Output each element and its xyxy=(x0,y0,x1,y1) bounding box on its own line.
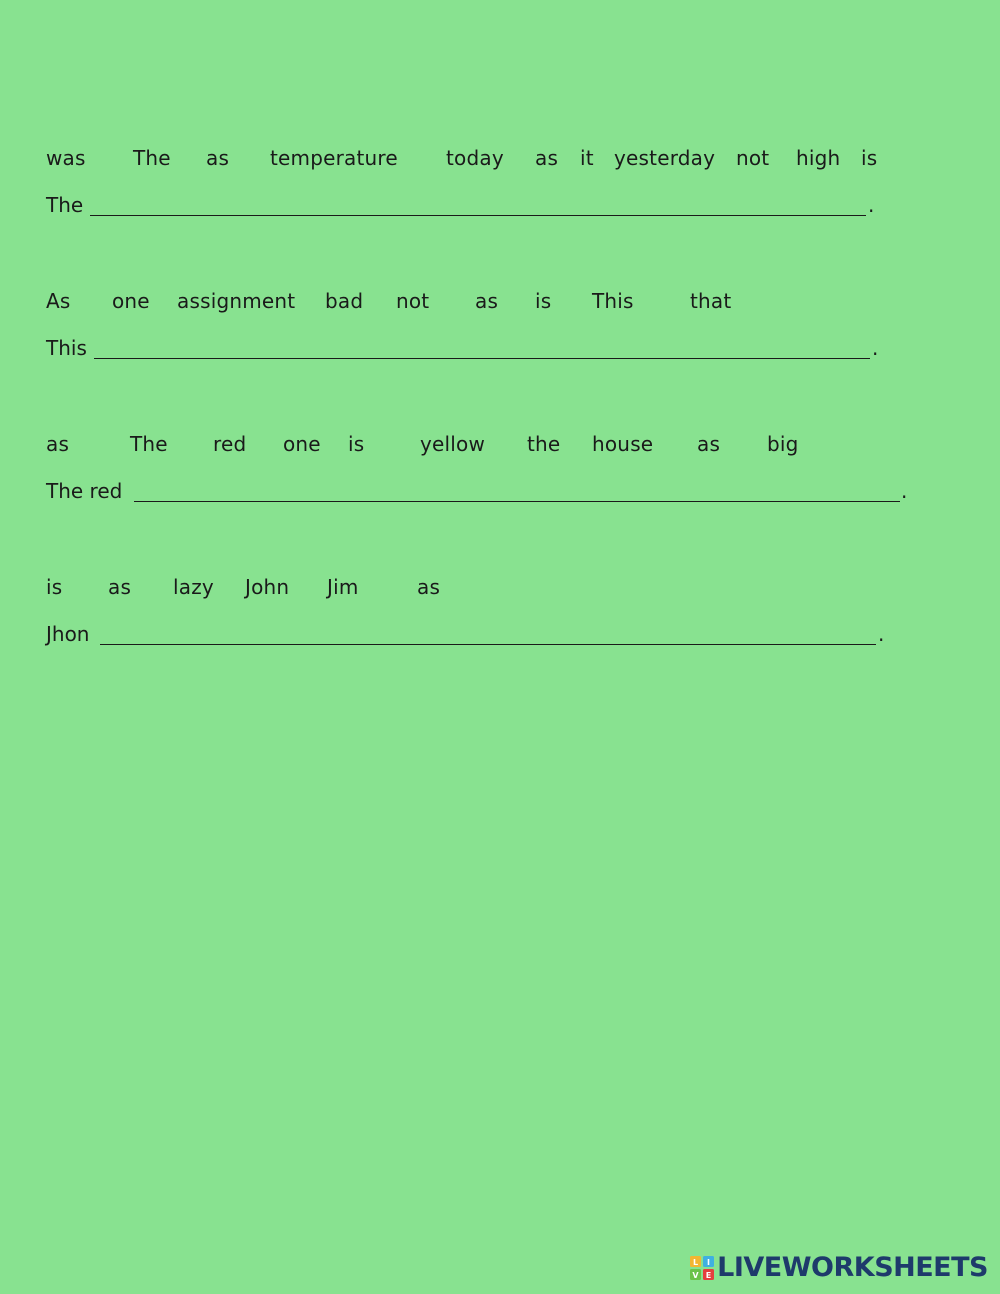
word-tile: not xyxy=(396,289,430,313)
exercise-2 xyxy=(46,288,926,368)
word-bank xyxy=(46,288,926,318)
sentence-period: . xyxy=(878,622,885,646)
word-tile: as xyxy=(108,575,132,599)
exercise-4 xyxy=(46,574,926,654)
word-tile: is xyxy=(535,289,552,313)
answer-row xyxy=(46,621,926,651)
word-tile: Jim xyxy=(327,575,359,599)
word-tile: it xyxy=(580,146,594,170)
sentence-period: . xyxy=(868,193,875,217)
answer-input[interactable] xyxy=(100,621,876,645)
word-tile: red xyxy=(213,432,247,456)
word-tile: house xyxy=(592,432,654,456)
answer-row xyxy=(46,192,926,222)
word-tile: as xyxy=(697,432,721,456)
word-tile: today xyxy=(446,146,504,170)
word-tile: This xyxy=(592,289,634,313)
svg-text:L: L xyxy=(693,1258,699,1267)
word-tile: as xyxy=(475,289,499,313)
sentence-prefix: This xyxy=(46,336,87,360)
liveworksheets-logo-icon xyxy=(690,1256,714,1280)
liveworksheets-brand xyxy=(690,1254,988,1282)
sentence-period: . xyxy=(872,336,879,360)
sentence-prefix: Jhon xyxy=(46,622,90,646)
sentence-prefix: The red xyxy=(46,479,123,503)
exercise-1 xyxy=(46,145,926,225)
word-tile: as xyxy=(535,146,559,170)
word-bank xyxy=(46,574,926,604)
answer-input[interactable] xyxy=(134,478,900,502)
word-tile: the xyxy=(527,432,561,456)
word-bank xyxy=(46,431,926,461)
svg-text:I: I xyxy=(707,1258,711,1267)
word-tile: that xyxy=(690,289,732,313)
word-tile: one xyxy=(112,289,150,313)
svg-text:V: V xyxy=(692,1271,699,1280)
word-tile: temperature xyxy=(270,146,398,170)
word-tile: not xyxy=(736,146,770,170)
word-tile: The xyxy=(130,432,168,456)
word-tile: is xyxy=(46,575,63,599)
answer-row xyxy=(46,335,926,365)
word-tile: one xyxy=(283,432,321,456)
word-tile: The xyxy=(133,146,171,170)
word-tile: is xyxy=(861,146,878,170)
word-tile: was xyxy=(46,146,86,170)
word-tile: As xyxy=(46,289,71,313)
word-tile: assignment xyxy=(177,289,296,313)
answer-input[interactable] xyxy=(90,192,866,216)
word-tile: high xyxy=(796,146,841,170)
word-tile: John xyxy=(245,575,290,599)
word-bank xyxy=(46,145,926,175)
word-tile: as xyxy=(46,432,70,456)
sentence-prefix: The xyxy=(46,193,84,217)
sentence-period: . xyxy=(901,479,908,503)
word-tile: big xyxy=(767,432,799,456)
word-tile: is xyxy=(348,432,365,456)
word-tile: yellow xyxy=(420,432,486,456)
word-tile: lazy xyxy=(173,575,214,599)
word-tile: bad xyxy=(325,289,364,313)
answer-row xyxy=(46,478,926,508)
exercise-3 xyxy=(46,431,926,511)
brand-name: LIVEWORKSHEETS xyxy=(717,1252,988,1283)
answer-input[interactable] xyxy=(94,335,870,359)
svg-text:E: E xyxy=(705,1271,712,1280)
word-tile: yesterday xyxy=(614,146,716,170)
word-tile: as xyxy=(206,146,230,170)
word-tile: as xyxy=(417,575,441,599)
